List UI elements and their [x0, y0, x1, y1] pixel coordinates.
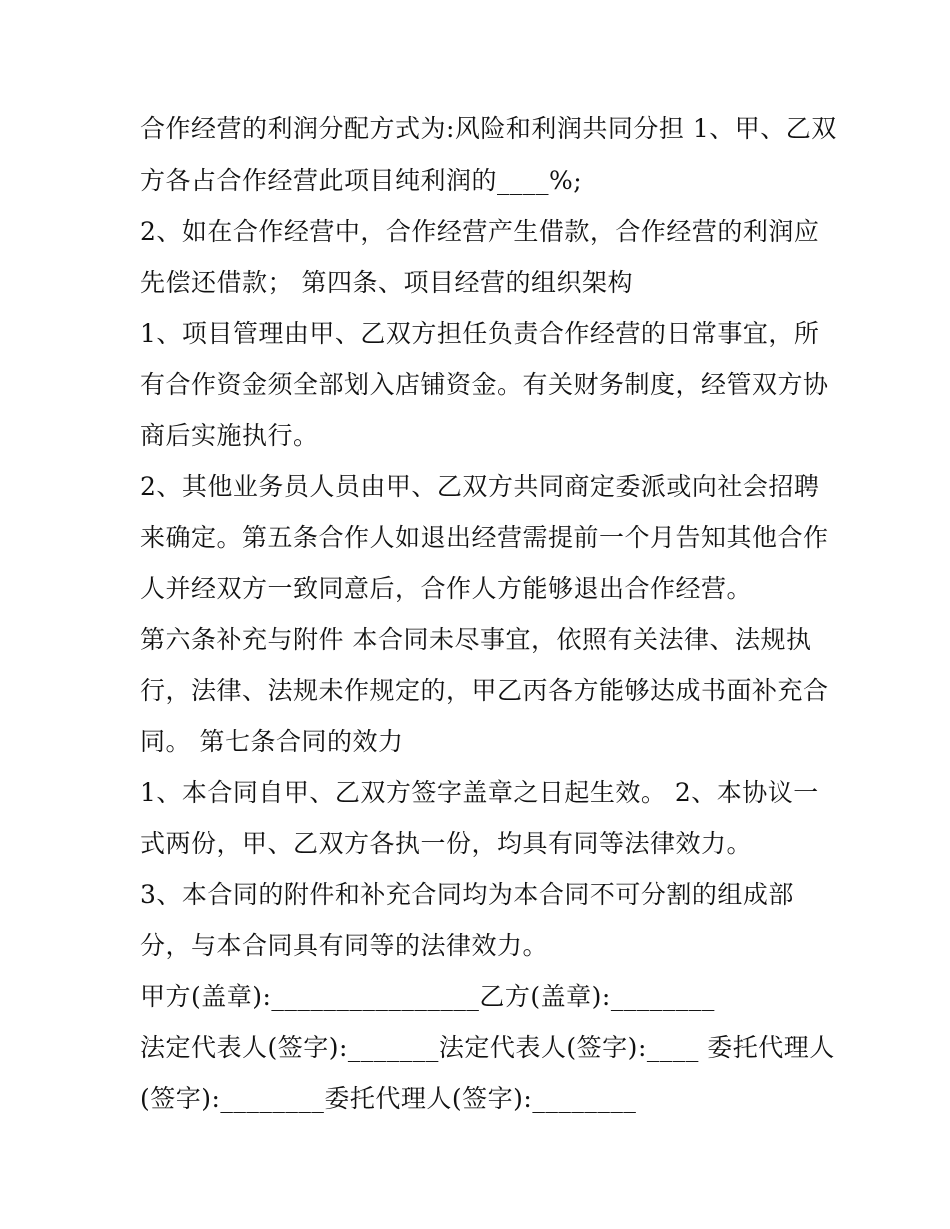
- text-line: 式两份，甲、乙双方各执一份，均具有同等法律效力。: [140, 829, 753, 858]
- text-line: 1、本合同自甲、乙双方签字盖章之日起生效。 2、本协议一: [140, 778, 819, 807]
- text-line: 2、如在合作经营中，合作经营产生借款，合作经营的利润应: [140, 217, 820, 246]
- text-line: 1、项目管理由甲、乙双方担任负责合作经营的日常事宜，所: [140, 319, 820, 348]
- text-line: 商后实施执行。: [140, 421, 319, 450]
- signature-line: 甲方(盖章):________________乙方(盖章):________: [140, 982, 715, 1011]
- text-line: 有合作资金须全部划入店铺资金。有关财务制度，经管双方协: [140, 370, 829, 399]
- text-line: 分，与本合同具有同等的法律效力。: [140, 931, 549, 960]
- text-line: 第六条补充与附件 本合同未尽事宜，依照有关法律、法规执: [140, 625, 812, 654]
- text-line: 来确定。第五条合作人如退出经营需提前一个月告知其他合作: [140, 523, 829, 552]
- text-line: 2、其他业务员人员由甲、乙双方共同商定委派或向社会招聘: [140, 472, 820, 501]
- signature-line: 法定代表人(签字):_______法定代表人(签字):____ 委托代理人: [140, 1033, 835, 1062]
- signature-line: (签字):________委托代理人(签字):________: [140, 1084, 637, 1113]
- text-line: 同。 第七条合同的效力: [140, 727, 404, 756]
- text-line: 合作经营的利润分配方式为:风险和利润共同分担 1、甲、乙双: [140, 114, 837, 143]
- text-line: 人并经双方一致同意后，合作人方能够退出合作经营。: [140, 574, 753, 603]
- text-line: 先偿还借款； 第四条、项目经营的组织架构: [140, 268, 633, 297]
- text-line: 3、本合同的附件和补充合同均为本合同不可分割的组成部: [140, 880, 794, 909]
- text-line: 方各占合作经营此项目纯利润的____%;: [140, 166, 583, 195]
- text-line: 行，法律、法规未作规定的，甲乙丙各方能够达成书面补充合: [140, 676, 829, 705]
